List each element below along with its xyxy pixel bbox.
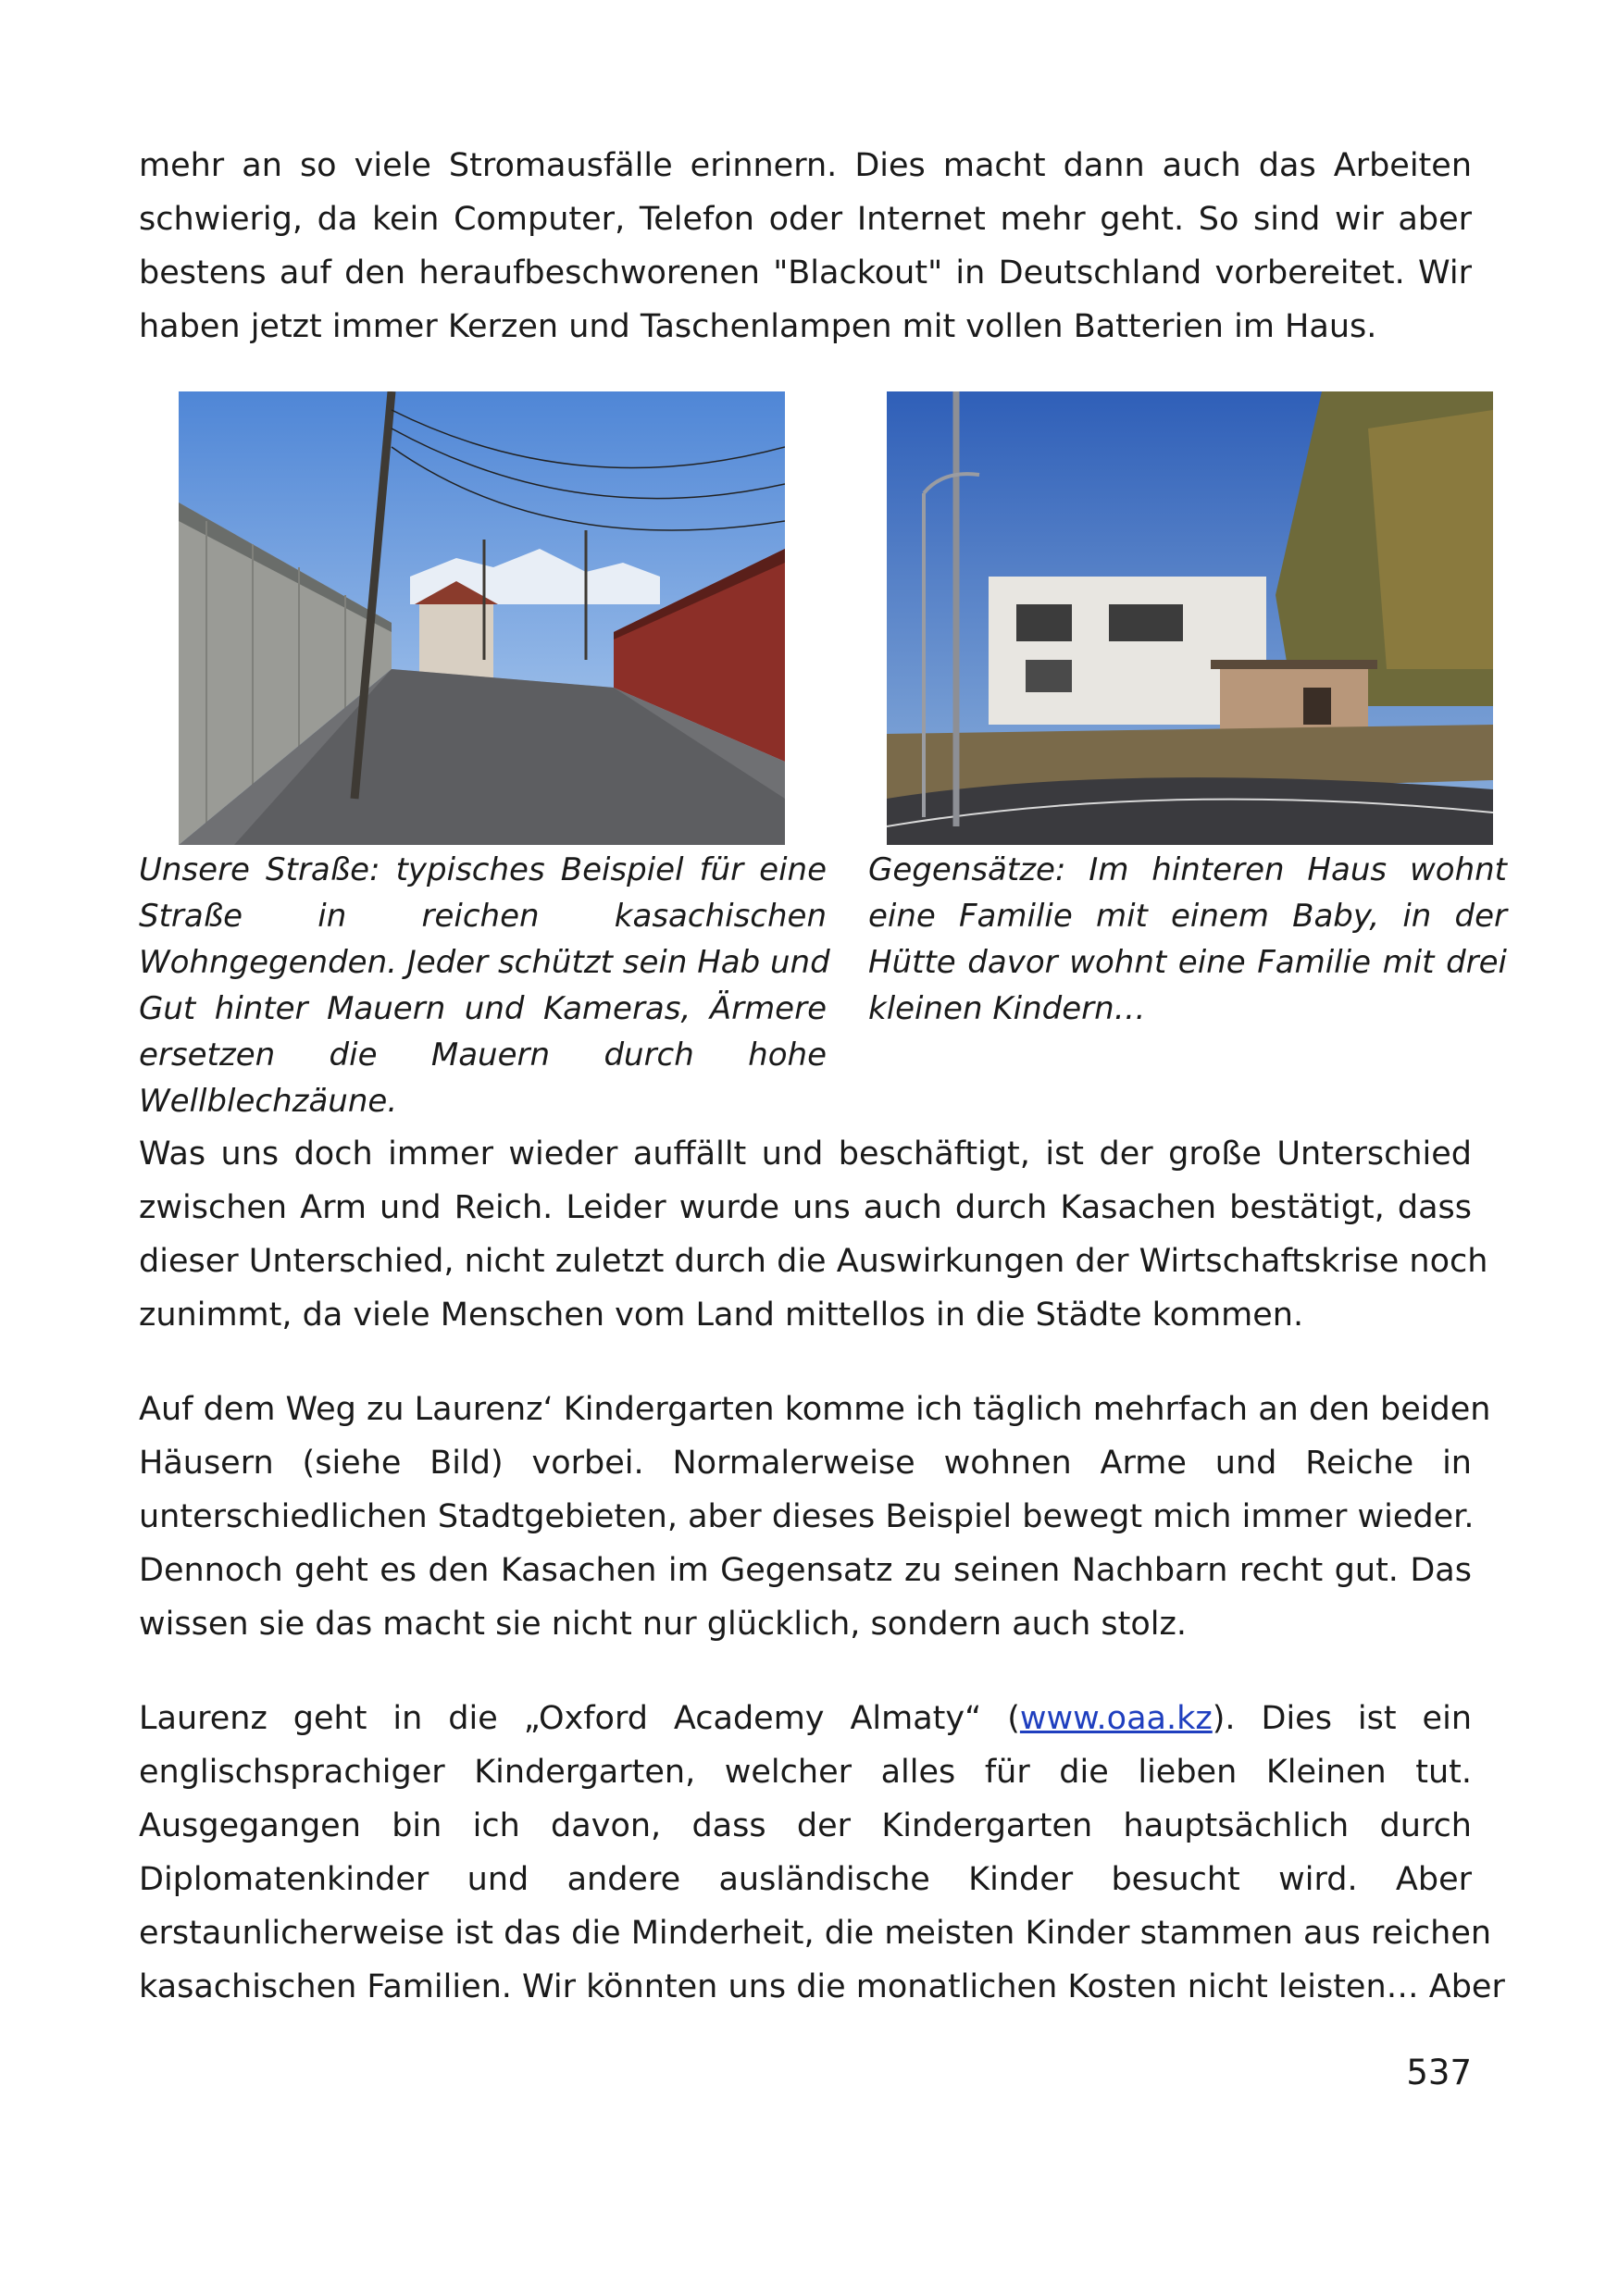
text-line: zunimmt, da viele Menschen vom Land mittellos in die Städte kommen. bbox=[139, 1297, 1304, 1334]
street-photo bbox=[179, 391, 785, 845]
page-number: 537 bbox=[1406, 2053, 1472, 2092]
text-line: wissen sie das macht sie nicht nur glücklich, sondern auch stolz. bbox=[139, 1606, 1187, 1643]
caption-line: Wellblechzäune. bbox=[139, 1083, 398, 1120]
text-line: mehr an so viele Stromausfälle erinnern. Dies macht dann auch das Arbeiten bbox=[139, 147, 1472, 184]
caption-line: Wohngegenden. Jeder schützt sein Hab und bbox=[139, 944, 830, 981]
oaa-website-link[interactable]: www.oaa.kz bbox=[1019, 1700, 1213, 1737]
caption-line: Gut hinter Mauern und Kameras, Ärmere bbox=[139, 990, 827, 1027]
text-line: englischsprachiger Kindergarten, welcher alles für die lieben Kleinen tut. bbox=[139, 1754, 1472, 1791]
text-line: Dennoch geht es den Kasachen im Gegensatz zu seinen Nachbarn recht gut. Das bbox=[139, 1552, 1472, 1589]
paragraph-3 bbox=[139, 1383, 1491, 1651]
caption-line: eine Familie mit einem Baby, in der bbox=[868, 898, 1507, 935]
text-fragment: ). Dies ist ein bbox=[1212, 1700, 1472, 1737]
text-line bbox=[139, 1692, 1472, 1745]
paragraph-top bbox=[139, 139, 1472, 354]
street-photo-caption bbox=[139, 847, 830, 1124]
caption-line: Gegensätze: Im hinteren Haus wohnt bbox=[868, 851, 1507, 888]
text-line: schwierig, da kein Computer, Telefon oder Internet mehr geht. So sind wir aber bbox=[139, 201, 1472, 238]
text-line: bestens auf den heraufbeschworenen "Blackout" in Deutschland vorbereitet. Wir bbox=[139, 254, 1472, 292]
text-line: Was uns doch immer wieder auffällt und beschäftigt, ist der große Unterschied bbox=[139, 1136, 1472, 1173]
text-line: kasachischen Familien. Wir könnten uns die monatlichen Kosten nicht leisten… Aber bbox=[139, 1968, 1505, 2005]
text-line: Ausgegangen bin ich davon, dass der Kindergarten hauptsächlich durch bbox=[139, 1807, 1472, 1844]
houses-photo-caption bbox=[868, 847, 1507, 1032]
text-line: unterschiedlichen Stadtgebieten, aber dieses Beispiel bewegt mich immer wieder. bbox=[139, 1498, 1475, 1535]
caption-line: Unsere Straße: typisches Beispiel für eine bbox=[139, 851, 827, 888]
text-fragment: Laurenz geht in die „Oxford Academy Almaty“ ( bbox=[139, 1700, 1020, 1737]
caption-line: ersetzen die Mauern durch hohe bbox=[139, 1036, 827, 1074]
houses-photo bbox=[887, 391, 1493, 845]
text-line: dieser Unterschied, nicht zuletzt durch die Auswirkungen der Wirtschaftskrise noch bbox=[139, 1243, 1488, 1280]
text-line: Diplomatenkinder und andere ausländische Kinder besucht wird. Aber bbox=[139, 1861, 1472, 1898]
text-line: Häusern (siehe Bild) vorbei. Normalerweise wohnen Arme und Reiche in bbox=[139, 1445, 1472, 1482]
text-line: haben jetzt immer Kerzen und Taschenlampen mit vollen Batterien im Haus. bbox=[139, 308, 1377, 345]
text-line: Auf dem Weg zu Laurenz‘ Kindergarten komme ich täglich mehrfach an den beiden bbox=[139, 1391, 1491, 1428]
text-line: erstaunlicherweise ist das die Minderheit, die meisten Kinder stammen aus reichen bbox=[139, 1915, 1492, 1952]
paragraph-2 bbox=[139, 1127, 1488, 1342]
text-line: zwischen Arm und Reich. Leider wurde uns auch durch Kasachen bestätigt, dass bbox=[139, 1189, 1472, 1226]
paragraph-4 bbox=[139, 1692, 1505, 2014]
caption-line: kleinen Kindern… bbox=[868, 990, 1146, 1027]
caption-line: Hütte davor wohnt eine Familie mit drei bbox=[868, 944, 1507, 981]
caption-line: Straße in reichen kasachischen bbox=[139, 898, 827, 935]
